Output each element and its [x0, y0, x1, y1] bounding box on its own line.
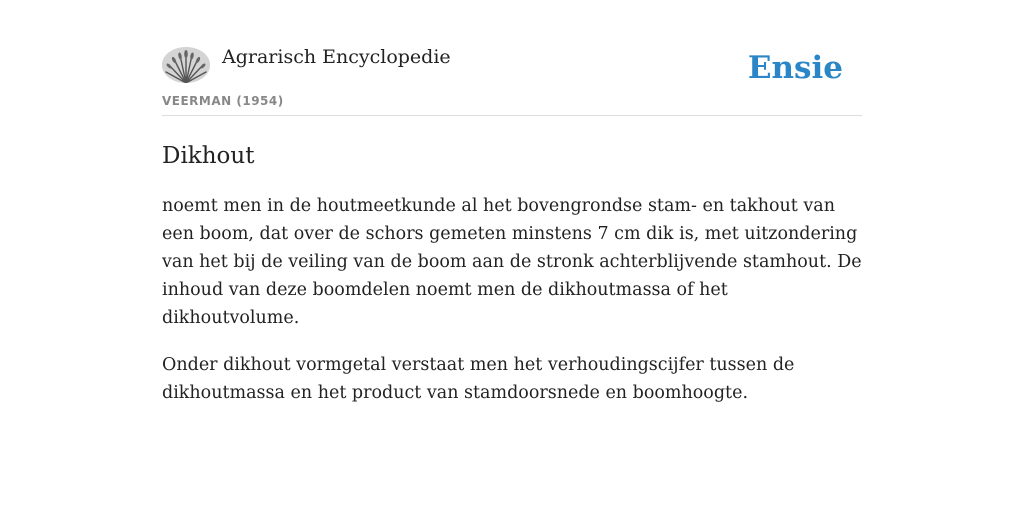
- encyclopedia-title[interactable]: Agrarisch Encyclopedie: [222, 46, 451, 68]
- wheat-sheaf-icon[interactable]: [162, 47, 210, 83]
- article-body: [162, 192, 862, 407]
- source-label: VEERMAN (1954): [162, 94, 284, 108]
- ensie-logo-link[interactable]: Ensie: [747, 50, 843, 86]
- article-paragraph-2: Onder dikhout vormgetal verstaat men het verhoudingscijfer tussen de dikhoutmassa en het product van stamdoorsnede en boomhoogte.: [162, 355, 795, 403]
- article-title: Dikhout: [162, 143, 255, 169]
- header: [162, 0, 862, 116]
- article-paragraph-1: noemt men in de houtmeetkunde al het bovengrondse stam- en takhout van een boom, dat over de schors gemeten minstens 7 cm dik is, met uitzondering van het bij de veiling van de boom aan de stronk achterblijvende stamhout. De inhoud van deze boomdelen noemt men de dikhoutmassa of het dikhoutvolume.: [162, 196, 862, 328]
- page: [162, 0, 862, 426]
